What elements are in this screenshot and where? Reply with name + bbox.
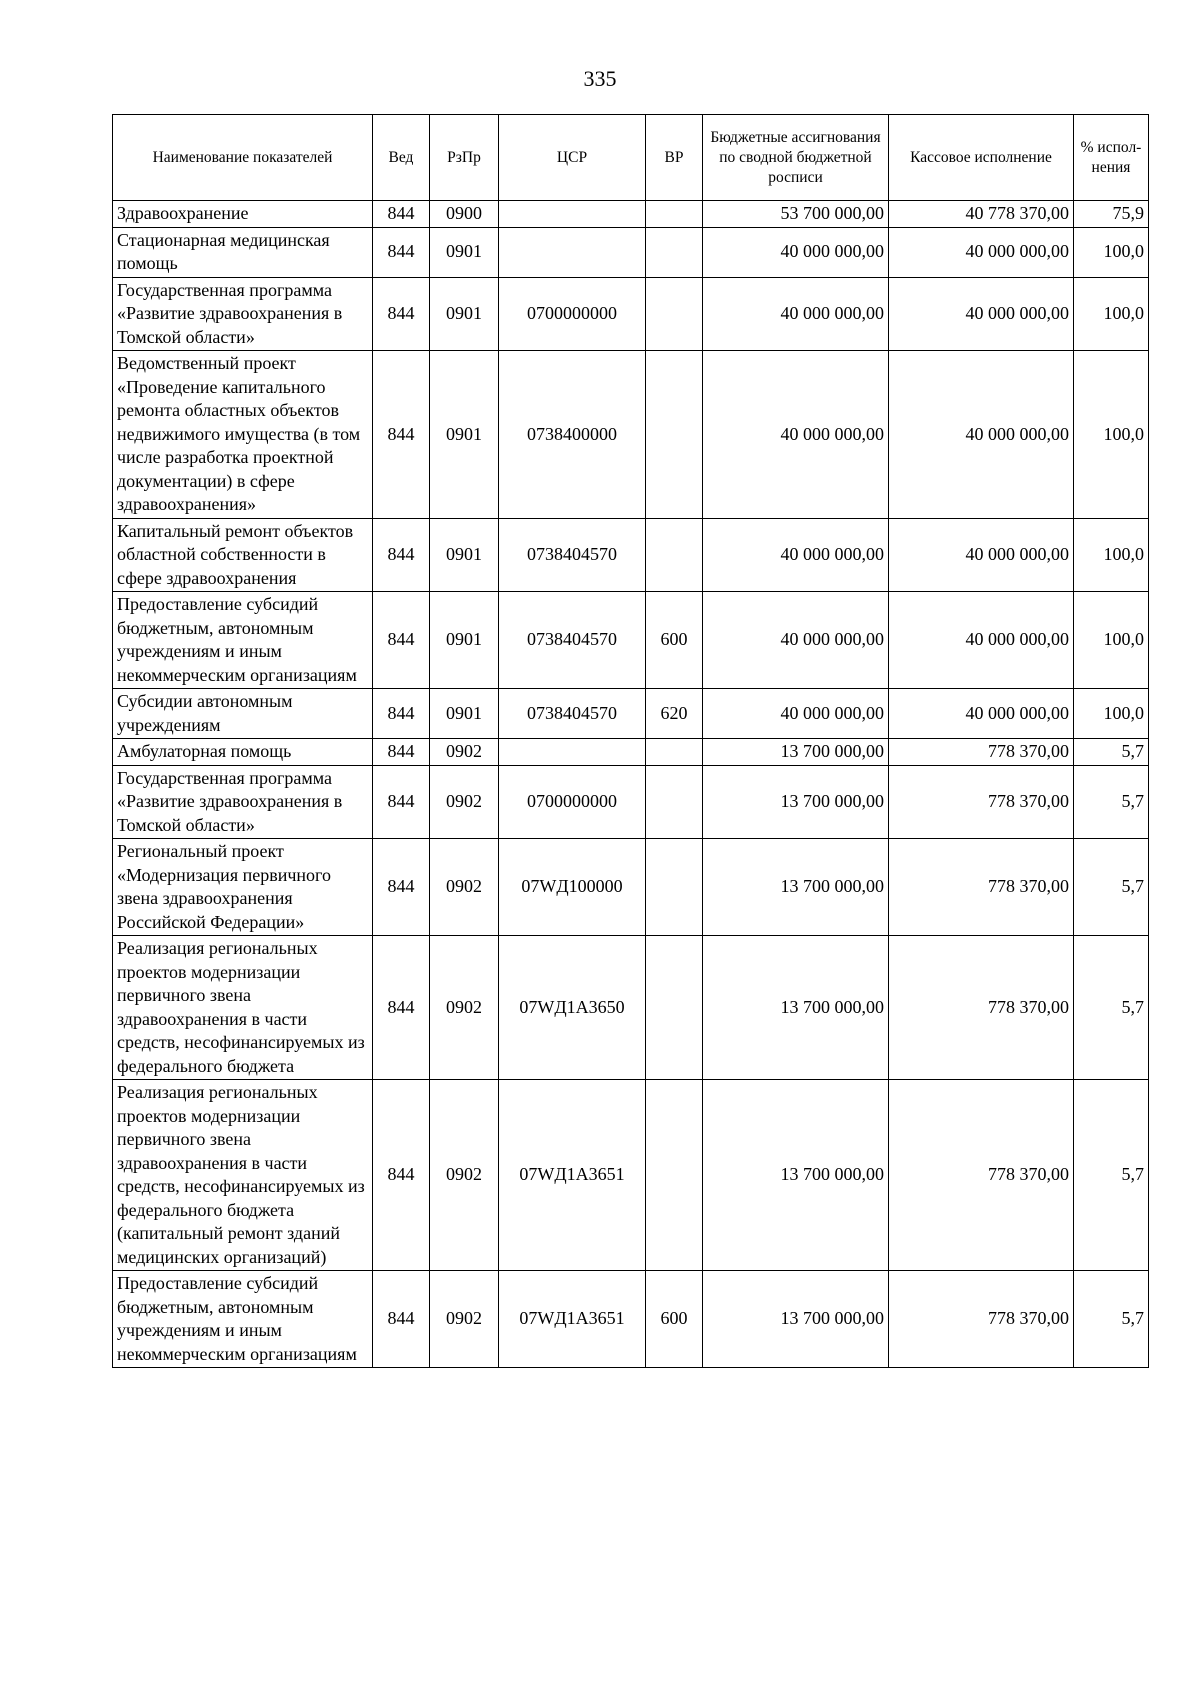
cell-csr: 0738400000	[499, 351, 646, 519]
page-number: 335	[583, 66, 617, 91]
cell-percent: 5,7	[1074, 1080, 1149, 1271]
cell-vr: 600	[646, 1271, 703, 1368]
cell-csr	[499, 227, 646, 277]
cell-rzpr: 0902	[430, 765, 499, 839]
cell-percent: 100,0	[1074, 277, 1149, 351]
cell-ved: 844	[373, 592, 430, 689]
cell-cash: 778 370,00	[889, 936, 1074, 1080]
header-rzpr: РзПр	[430, 115, 499, 201]
table-header-row	[113, 115, 1149, 201]
cell-rzpr: 0901	[430, 277, 499, 351]
header-csr: ЦСР	[499, 115, 646, 201]
cell-cash: 778 370,00	[889, 739, 1074, 766]
cell-name: Региональный проект «Модернизация первичного звена здравоохранения Российской Федерации»	[113, 839, 373, 936]
cell-percent: 100,0	[1074, 592, 1149, 689]
cell-name: Субсидии автономным учреждениям	[113, 689, 373, 739]
header-ved: Вед	[373, 115, 430, 201]
cell-csr: 0738404570	[499, 592, 646, 689]
cell-assignments: 13 700 000,00	[703, 765, 889, 839]
cell-name: Амбулаторная помощь	[113, 739, 373, 766]
cell-cash: 40 000 000,00	[889, 351, 1074, 519]
table-row	[113, 739, 1149, 766]
cell-csr: 0738404570	[499, 689, 646, 739]
cell-assignments: 13 700 000,00	[703, 839, 889, 936]
cell-vr	[646, 201, 703, 228]
cell-ved: 844	[373, 739, 430, 766]
header-percent: % испол-нения	[1074, 115, 1149, 201]
cell-ved: 844	[373, 518, 430, 592]
cell-assignments: 40 000 000,00	[703, 351, 889, 519]
cell-name: Предоставление субсидий бюджетным, автономным учреждениям и иным некоммерческим организациям	[113, 1271, 373, 1368]
cell-ved: 844	[373, 765, 430, 839]
cell-vr	[646, 277, 703, 351]
cell-percent: 75,9	[1074, 201, 1149, 228]
cell-rzpr: 0902	[430, 839, 499, 936]
cell-csr: 07WД100000	[499, 839, 646, 936]
table-row	[113, 592, 1149, 689]
cell-name: Ведомственный проект «Проведение капитального ремонта областных объектов недвижимого имущества (в том числе разработка проектной документации) в сфере здравоохранения»	[113, 351, 373, 519]
cell-rzpr: 0901	[430, 351, 499, 519]
table-row	[113, 839, 1149, 936]
header-name: Наименование показателей	[113, 115, 373, 201]
cell-assignments: 40 000 000,00	[703, 277, 889, 351]
cell-name: Государственная программа «Развитие здравоохранения в Томской области»	[113, 765, 373, 839]
table-row	[113, 518, 1149, 592]
cell-name: Капитальный ремонт объектов областной собственности в сфере здравоохранения	[113, 518, 373, 592]
table-row	[113, 227, 1149, 277]
cell-name: Стационарная медицинская помощь	[113, 227, 373, 277]
cell-rzpr: 0902	[430, 1271, 499, 1368]
cell-percent: 5,7	[1074, 739, 1149, 766]
cell-name: Здравоохранение	[113, 201, 373, 228]
cell-percent: 100,0	[1074, 518, 1149, 592]
cell-csr: 07WД1А3651	[499, 1271, 646, 1368]
table-row	[113, 765, 1149, 839]
cell-assignments: 53 700 000,00	[703, 201, 889, 228]
cell-ved: 844	[373, 201, 430, 228]
cell-csr: 0700000000	[499, 277, 646, 351]
cell-vr	[646, 936, 703, 1080]
cell-assignments: 40 000 000,00	[703, 227, 889, 277]
cell-percent: 100,0	[1074, 351, 1149, 519]
table-row	[113, 351, 1149, 519]
cell-cash: 40 778 370,00	[889, 201, 1074, 228]
cell-cash: 778 370,00	[889, 765, 1074, 839]
cell-cash: 778 370,00	[889, 839, 1074, 936]
cell-assignments: 13 700 000,00	[703, 1271, 889, 1368]
cell-assignments: 13 700 000,00	[703, 936, 889, 1080]
cell-ved: 844	[373, 1271, 430, 1368]
cell-assignments: 13 700 000,00	[703, 1080, 889, 1271]
cell-csr: 07WД1А3651	[499, 1080, 646, 1271]
cell-ved: 844	[373, 351, 430, 519]
cell-percent: 5,7	[1074, 765, 1149, 839]
cell-cash: 40 000 000,00	[889, 227, 1074, 277]
header-vr: ВР	[646, 115, 703, 201]
budget-table	[112, 114, 1149, 1368]
table-body	[113, 201, 1149, 1368]
cell-vr	[646, 839, 703, 936]
table-row	[113, 1080, 1149, 1271]
cell-percent: 5,7	[1074, 936, 1149, 1080]
cell-vr: 620	[646, 689, 703, 739]
cell-assignments: 13 700 000,00	[703, 739, 889, 766]
cell-name: Реализация региональных проектов модернизации первичного звена здравоохранения в части средств, несофинансируемых из федерального бюджета	[113, 936, 373, 1080]
cell-csr	[499, 739, 646, 766]
cell-cash: 40 000 000,00	[889, 689, 1074, 739]
cell-rzpr: 0902	[430, 1080, 499, 1271]
cell-vr	[646, 351, 703, 519]
cell-assignments: 40 000 000,00	[703, 592, 889, 689]
cell-name: Государственная программа «Развитие здравоохранения в Томской области»	[113, 277, 373, 351]
cell-cash: 40 000 000,00	[889, 277, 1074, 351]
cell-ved: 844	[373, 1080, 430, 1271]
table-row	[113, 689, 1149, 739]
cell-percent: 5,7	[1074, 839, 1149, 936]
header-assignments: Бюджетные ассигнования по сводной бюджетной росписи	[703, 115, 889, 201]
cell-vr	[646, 765, 703, 839]
table-row	[113, 277, 1149, 351]
cell-assignments: 40 000 000,00	[703, 689, 889, 739]
cell-rzpr: 0901	[430, 592, 499, 689]
cell-ved: 844	[373, 689, 430, 739]
cell-ved: 844	[373, 277, 430, 351]
table-row	[113, 1271, 1149, 1368]
cell-rzpr: 0901	[430, 518, 499, 592]
cell-ved: 844	[373, 839, 430, 936]
cell-name: Реализация региональных проектов модернизации первичного звена здравоохранения в части средств, несофинансируемых из федерального бюджета (капитальный ремонт зданий медицинских организаций)	[113, 1080, 373, 1271]
cell-assignments: 40 000 000,00	[703, 518, 889, 592]
table-row	[113, 201, 1149, 228]
cell-cash: 40 000 000,00	[889, 518, 1074, 592]
cell-vr: 600	[646, 592, 703, 689]
cell-vr	[646, 518, 703, 592]
cell-cash: 40 000 000,00	[889, 592, 1074, 689]
cell-cash: 778 370,00	[889, 1271, 1074, 1368]
cell-percent: 5,7	[1074, 1271, 1149, 1368]
cell-rzpr: 0901	[430, 689, 499, 739]
cell-rzpr: 0900	[430, 201, 499, 228]
cell-csr: 0700000000	[499, 765, 646, 839]
cell-vr	[646, 1080, 703, 1271]
cell-cash: 778 370,00	[889, 1080, 1074, 1271]
header-cash: Кассовое исполнение	[889, 115, 1074, 201]
cell-csr: 0738404570	[499, 518, 646, 592]
cell-rzpr: 0901	[430, 227, 499, 277]
cell-percent: 100,0	[1074, 227, 1149, 277]
cell-vr	[646, 227, 703, 277]
cell-csr	[499, 201, 646, 228]
cell-vr	[646, 739, 703, 766]
cell-csr: 07WД1А3650	[499, 936, 646, 1080]
cell-rzpr: 0902	[430, 739, 499, 766]
cell-ved: 844	[373, 227, 430, 277]
cell-name: Предоставление субсидий бюджетным, автономным учреждениям и иным некоммерческим организациям	[113, 592, 373, 689]
table-row	[113, 936, 1149, 1080]
cell-percent: 100,0	[1074, 689, 1149, 739]
cell-rzpr: 0902	[430, 936, 499, 1080]
cell-ved: 844	[373, 936, 430, 1080]
